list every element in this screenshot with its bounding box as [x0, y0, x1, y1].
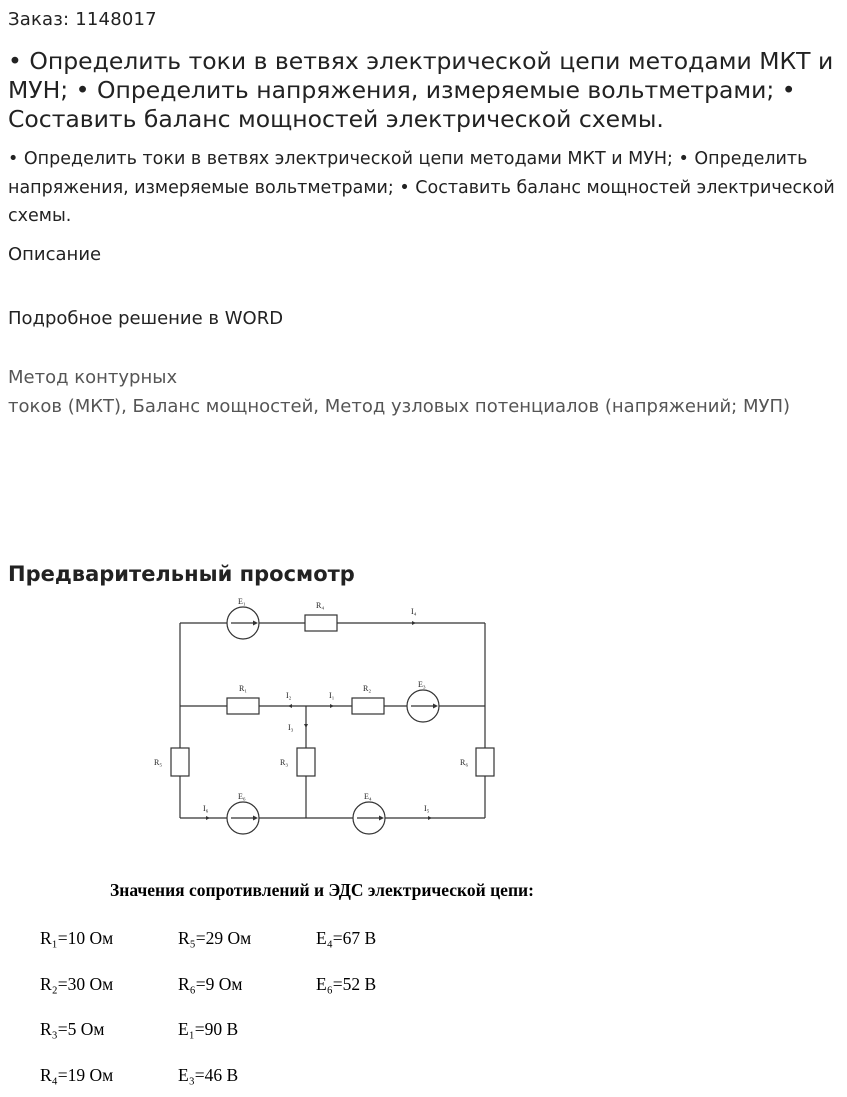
label-i5: I₅	[424, 804, 430, 813]
label-e1: E₁	[238, 597, 246, 606]
task-description: • Определить токи в ветвях электрической цепи методами МКТ и МУН; • Определить напряжения, измеряемые вольтметрами; • Составить баланс мощностей электрической схемы.	[8, 149, 835, 226]
resistor-r5	[171, 748, 189, 776]
label-i1: I₁	[329, 691, 335, 700]
label-r5: R₅	[154, 758, 163, 767]
methods-line-1: Метод контурных	[8, 367, 178, 388]
value-r4: R₄=19 Ом	[40, 1065, 114, 1085]
preview-heading: Предварительный просмотр	[8, 562, 355, 586]
label-e4: E₄	[364, 792, 372, 801]
value-e4: E₄=67 В	[316, 928, 377, 948]
methods-line-2: токов (МКТ), Баланс мощностей, Метод узловых потенциалов (напряжений; МУП)	[8, 395, 791, 417]
value-e3: E₃=46 В	[178, 1065, 239, 1085]
resistor-r2	[352, 698, 384, 714]
label-i3: I₃	[288, 723, 294, 732]
label-r2: R₂	[363, 684, 372, 693]
value-r5: R₅=29 Ом	[178, 928, 252, 948]
page-title: • Определить токи в ветвях электрической цепи методами МКТ и МУН; • Определить напряжения, измеряемые вольтметрами; • Составить баланс мощностей электрической схемы.	[8, 47, 834, 133]
label-i4: I₄	[411, 607, 417, 616]
label-r4: R₄	[316, 601, 325, 610]
resistor-r3	[297, 748, 315, 776]
value-r6: R₆=9 Ом	[178, 974, 243, 994]
resistor-r4	[305, 615, 337, 631]
label-r3: R₃	[280, 758, 289, 767]
methods-tags	[8, 364, 844, 421]
label-r6: R₆	[460, 758, 469, 767]
solution-note: Подробное решение в WORD	[8, 308, 284, 329]
value-e6: E₆=52 В	[316, 974, 377, 994]
label-i2: I₂	[286, 691, 292, 700]
value-r2: R₂=30 Ом	[40, 974, 114, 994]
order-label: Заказ:	[8, 9, 70, 30]
value-r3: R₃=5 Ом	[40, 1019, 105, 1039]
order-number	[8, 9, 157, 30]
value-r1: R₁=10 Ом	[40, 928, 114, 948]
resistor-r6	[476, 748, 494, 776]
label-e3: E₃	[418, 680, 426, 689]
label-e6: E₆	[238, 792, 246, 801]
label-i6: I₆	[203, 804, 209, 813]
resistor-r1	[227, 698, 259, 714]
circuit-diagram	[0, 590, 847, 850]
label-r1: R₁	[239, 684, 248, 693]
value-e1: E₁=90 В	[178, 1019, 239, 1039]
values-title: Значения сопротивлений и ЭДС электрической цепи:	[110, 880, 534, 900]
description-label: Описание	[8, 244, 102, 265]
order-value: 1148017	[75, 9, 157, 30]
